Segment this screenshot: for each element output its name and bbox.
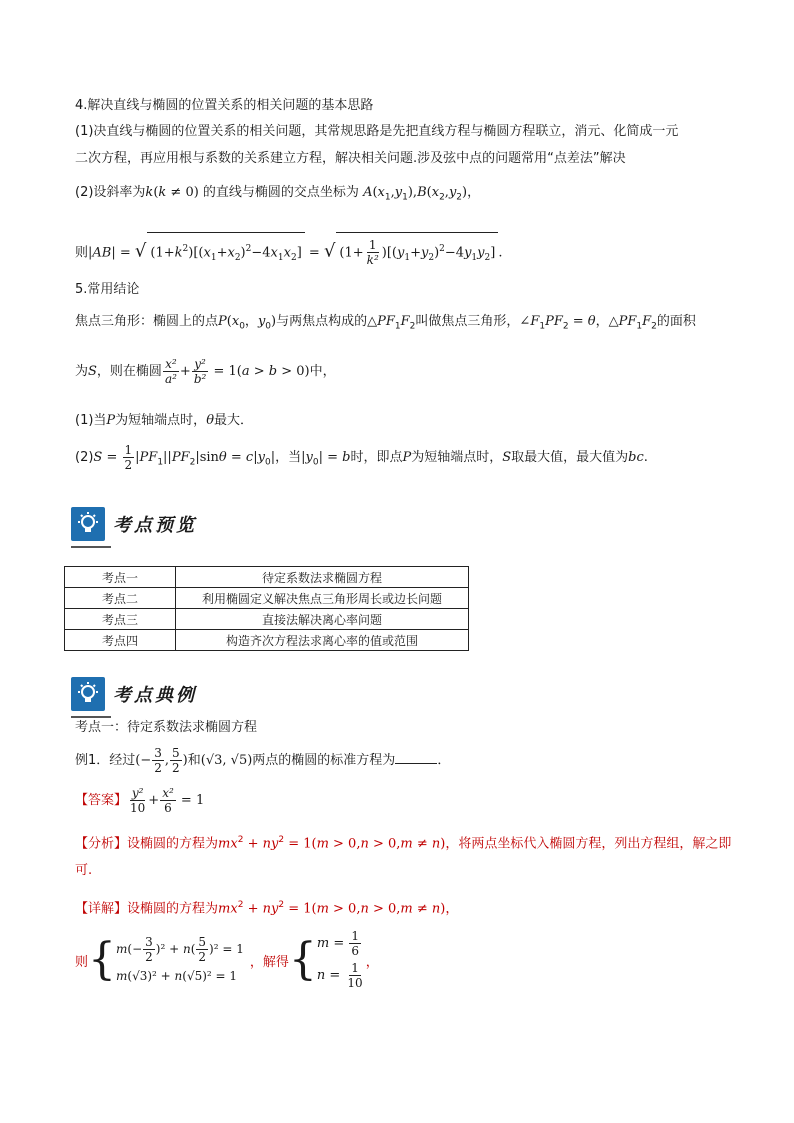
table-cell: 构造齐次方程法求离心率的值或范围 [176,630,469,651]
analysis-line2: 可. [75,863,93,878]
banner-title: 考点典例 [113,685,197,706]
text: ，当 [275,450,302,465]
brace: { [288,934,317,985]
text: ． [437,753,451,768]
lightbulb-icon [71,677,105,711]
text: 设椭圆的方程为 [127,901,219,917]
text: 最大． [214,413,254,428]
text: ， [365,954,379,970]
text: 焦点三角形：椭圆上的点 [75,314,219,329]
answer-label: 【答案】 [75,793,128,808]
answer-blank [395,751,437,764]
example-question: 例1．经过(− $\frac{3}{2}$ , $\frac{5}{2}$ )和(√3, √5)两点的椭圆的标准方程为 ． [75,746,451,775]
text: ，解得 [249,954,289,970]
table-cell: 考点一 [65,567,176,588]
analysis-line: 【分析】设椭圆的方程为$mx^2 + ny^2 = 1(m > 0,n > 0,m \ne n)$，将两点坐标代入椭圆方程，列出方程组，解之即 [75,835,732,852]
analysis-label: 【分析】 [75,836,128,852]
table-row [65,588,469,609]
text: 的直线与椭圆的交点坐标为 [202,185,359,200]
text: 例1．经过 [75,753,136,768]
section5-para2: 为S，则在椭圆 $\frac{\text{x²}}{\text{a²}}$ + $\frac{\text{y²}}{\text{b²}}$ = 1(a > b > 0)中， [75,357,336,386]
table-cell: 利用椭圆定义解决焦点三角形周长或边长问题 [176,588,469,609]
brace: { [88,934,117,985]
section4-heading: 4.解决直线与椭圆的位置关系的相关问题的基本思路 [75,98,374,113]
equation-system [75,928,379,992]
banner-examples [71,677,197,711]
formula-points: A [363,185,373,200]
text: 时，即点 [350,450,403,465]
text: ，则在椭圆 [96,364,162,379]
section5-para4: (2)S = $\frac{1}{2}$ $|PF_1||PF_2|\sin\theta = c|y_0|$，当$|y_0| = b$时，即点P为短轴端点时，S取最大值，最大值为bc. [75,443,648,472]
text: 与两焦点构成的 [276,314,368,329]
section4-para2: (2)设斜率为k(k ≠ 0) 的直线与椭圆的交点坐标为 $A(x_1,y_1),B(x_2,y_2)$， [75,185,481,203]
chord-length-formula: 则|AB| = √ $(1+k^2)[(x_1+x_2)^2-4x_1x_2]$ = √ (1+ $\frac{1}{\text{k²}}$ )$[(y_1+y_2)^2-4y_1y_2]$ . [75,232,502,272]
table-cell: 待定系数法求椭圆方程 [176,567,469,588]
text: ， [467,185,481,200]
table-row [65,630,469,651]
text: 的面积 [656,314,696,329]
text: (2) [75,450,94,465]
text: 则 [75,954,89,970]
section5-para1: 焦点三角形：椭圆上的点$P(x_0$，$y_0$)与两焦点构成的$\triangle PF_1F_2$叫做焦点三角形，$\angle F_1PF_2 = \theta$，$\triangle PF_1F_2$的面积 [75,314,696,332]
section5-para3: (1)当P为短轴端点时，θ最大． [75,413,254,428]
banner-title: 考点预览 [113,515,197,536]
formula-k: k [145,185,154,200]
text: 为 [75,364,89,379]
text: (1)当 [75,413,107,428]
banner-underline [71,546,111,548]
text: ， [595,314,609,329]
text: 则 [75,245,89,261]
text: ，将两点坐标代入椭圆方程，列出方程组，解之即 [445,836,732,852]
table-cell: 考点四 [65,630,176,651]
table-row [65,609,469,630]
section4-para1a: (1)决直线与椭圆的位置关系的相关问题，其常规思路是先把直线方程与椭圆方程联立，消元、化简成一元 [75,124,679,139]
text: 设椭圆的方程为 [127,836,219,852]
table-row [65,567,469,588]
text: ， [445,901,459,917]
solution-values: m = $\frac{1}{6}$ n = $\frac{1}{10}$ [316,929,363,990]
topics-table [64,566,469,651]
banner-preview [71,507,197,541]
table-cell: 考点二 [65,588,176,609]
detail-label: 【详解】 [75,901,128,917]
section4-para1b: 二次方程，再应用根与系数的关系建立方程，解决相关问题.涉及弦中点的问题常用“点差法”解决 [75,151,626,166]
system-equations: m(− $\frac{3}{2}$ )² + n( $\frac{5}{2}$ )² = 1 m(√3)² + n(√5)² = 1 [116,935,244,983]
lightbulb-icon [71,507,105,541]
example-topic: 考点一：待定系数法求椭圆方程 [75,720,258,735]
section5-heading: 5.常用结论 [75,282,140,297]
text: 为短轴端点时， [411,450,503,465]
text: 取最大值，最大值为 [511,450,629,465]
detail-line: 【详解】设椭圆的方程为$mx^2 + ny^2 = 1(m > 0,n > 0,m \ne n)$， [75,900,459,917]
answer-line: 【答案】 $\frac{\text{y²}}{10}$ + $\frac{\text{x²}}{6}$ = 1 [75,786,205,815]
table-cell: 直接法解决离心率问题 [176,609,469,630]
text: (2)设斜率为 [75,185,146,200]
table-cell: 考点三 [65,609,176,630]
text: 两点的椭圆的标准方程为 [252,753,396,768]
text: 叫做焦点三角形， [415,314,520,329]
text: 和 [187,753,201,768]
text: 为短轴端点时， [115,413,207,428]
text: 中， [309,364,336,379]
